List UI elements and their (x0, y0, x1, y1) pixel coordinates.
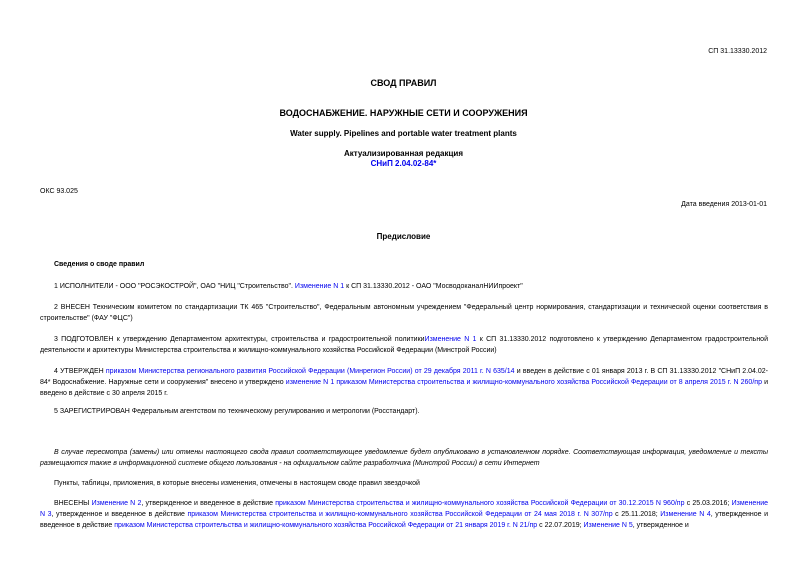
title-snip-link[interactable]: СНиП 2.04.02-84* (370, 159, 437, 168)
change-4-link[interactable]: Изменение N 4 (660, 511, 711, 518)
title-edition: Актуализированная редакция (344, 149, 463, 158)
p8-text-7: с 22.07.2019; (537, 522, 584, 529)
p4-text-1: 4 УТВЕРЖДЕН (54, 368, 106, 375)
change-2-link[interactable]: Изменение N 2 (91, 500, 142, 507)
preface-paragraph-2: 2 ВНЕСЕН Техническим комитетом по стандартизации ТК 465 "Строительство", Федеральным автономным учреждением "Федеральный центр нормирования, стандартизации и технической оценки соответствия в строительстве" (ФАУ "ФЦС") (40, 304, 768, 322)
change-5-link[interactable]: Изменение N 5 (583, 522, 633, 529)
preface-subheading: Сведения о своде правил (54, 261, 145, 268)
p3-text-1: 3 ПОДГОТОВЛЕН к утверждению Департаментом архитектуры, строительства и градостроительной политики (54, 336, 425, 343)
preface-paragraph-4 (40, 366, 768, 399)
revision-notice: В случае пересмотра (замены) или отмены настоящего свода правил соответствующее уведомление будет опубликовано в установленном порядке. Соответствующая информация, уведомление и тексты размещаются также в информационной системе общего пользования - на официальном сайте разработчика (Минстрой России) в сети Интернет (40, 449, 768, 467)
order-960-link[interactable]: приказом Министерства строительства и жилищно-коммунального хозяйства Российской Федерации от 30.12.2015 N 960/пр (275, 500, 685, 507)
p8-text-1: ВНЕСЕНЫ (54, 500, 92, 507)
change-3-link[interactable]: Изменение N 3 (40, 500, 768, 518)
p8-text-3: с 25.03.2016; (684, 500, 732, 507)
change-1-link[interactable]: Изменение N 1 (294, 283, 345, 290)
preface-paragraph-3 (40, 334, 768, 356)
preface-paragraph-changes (40, 498, 768, 531)
asterisk-note: Пункты, таблицы, приложения, в которые внесены изменения, отмечены в настоящем своде правил звездочкой (54, 480, 420, 487)
p1-text-2: к СП 31.13330.2012 - ОАО "МосводоканалНИИпроект" (344, 283, 523, 290)
doc-code: СП 31.13330.2012 (708, 48, 767, 55)
p8-text-6: , утвержденное и введенное в действие (40, 511, 769, 529)
preface-paragraph-5: 5 ЗАРЕГИСТРИРОВАН Федеральным агентством по техническому регулированию и метрологии (Росстандарт). (54, 408, 420, 415)
oks-code: ОКС 93.025 (40, 188, 78, 195)
title-en: Water supply. Pipelines and portable water treatment plants (290, 129, 517, 138)
preface-heading: Предисловие (376, 232, 431, 241)
title-main: СВОД ПРАВИЛ (370, 78, 437, 88)
p8-text-5: с 25.11.2018; (612, 511, 661, 518)
order-307-link[interactable]: приказом Министерства строительства и жилищно-коммунального хозяйства Российской Федерации от 24 мая 2018 г. N 307/пр (187, 511, 613, 518)
p4-text-2: и введен в действие с 01 января 2013 г. В СП 31.13330.2012 "СНиП 2.04.02-84* Водоснабжение. Наружные сети и сооружения" внесено и утверждено (40, 368, 768, 386)
title-ru: ВОДОСНАБЖЕНИЕ. НАРУЖНЫЕ СЕТИ И СООРУЖЕНИЯ (279, 108, 528, 118)
order-minregion-link[interactable]: приказом Министерства регионального развития Российской Федерации (Минрегион России) от 29 декабря 2011 г. N 635/14 (105, 368, 515, 375)
order-21-link[interactable]: приказом Министерства строительства и жилищно-коммунального хозяйства Российской Федерации от 21 января 2019 г. N 21/пр (114, 522, 538, 529)
change-1-link-2[interactable]: Изменение N 1 (424, 336, 477, 343)
p3-text-2: к СП 31.13330.2012 подготовлено к утверждению Департаментом градостроительной деятельности и архитектуры Министерства строительства и жилищно-коммунального хозяйства Российской Федерации (Минстрой России) (40, 336, 768, 354)
p8-text-8: , утвержденное и (632, 522, 689, 529)
p4-text-3: и введено в действие с 30 апреля 2015 г. (40, 379, 768, 397)
change-1-order-link[interactable]: изменение N 1 приказом Министерства строительства и жилищно-коммунального хозяйства Российской Федерации от 8 апреля 2015 г. N 260/пр (285, 379, 762, 386)
p1-text-1: 1 ИСПОЛНИТЕЛИ - ООО "РОСЭКОСТРОЙ", ОАО "НИЦ "Строительство". (54, 283, 295, 290)
p8-text-4: , утвержденное и введенное в действие (51, 511, 188, 518)
intro-date: Дата введения 2013-01-01 (681, 201, 767, 208)
p8-text-2: , утвержденное и введенное в действие (141, 500, 276, 507)
preface-paragraph-1 (40, 281, 768, 292)
